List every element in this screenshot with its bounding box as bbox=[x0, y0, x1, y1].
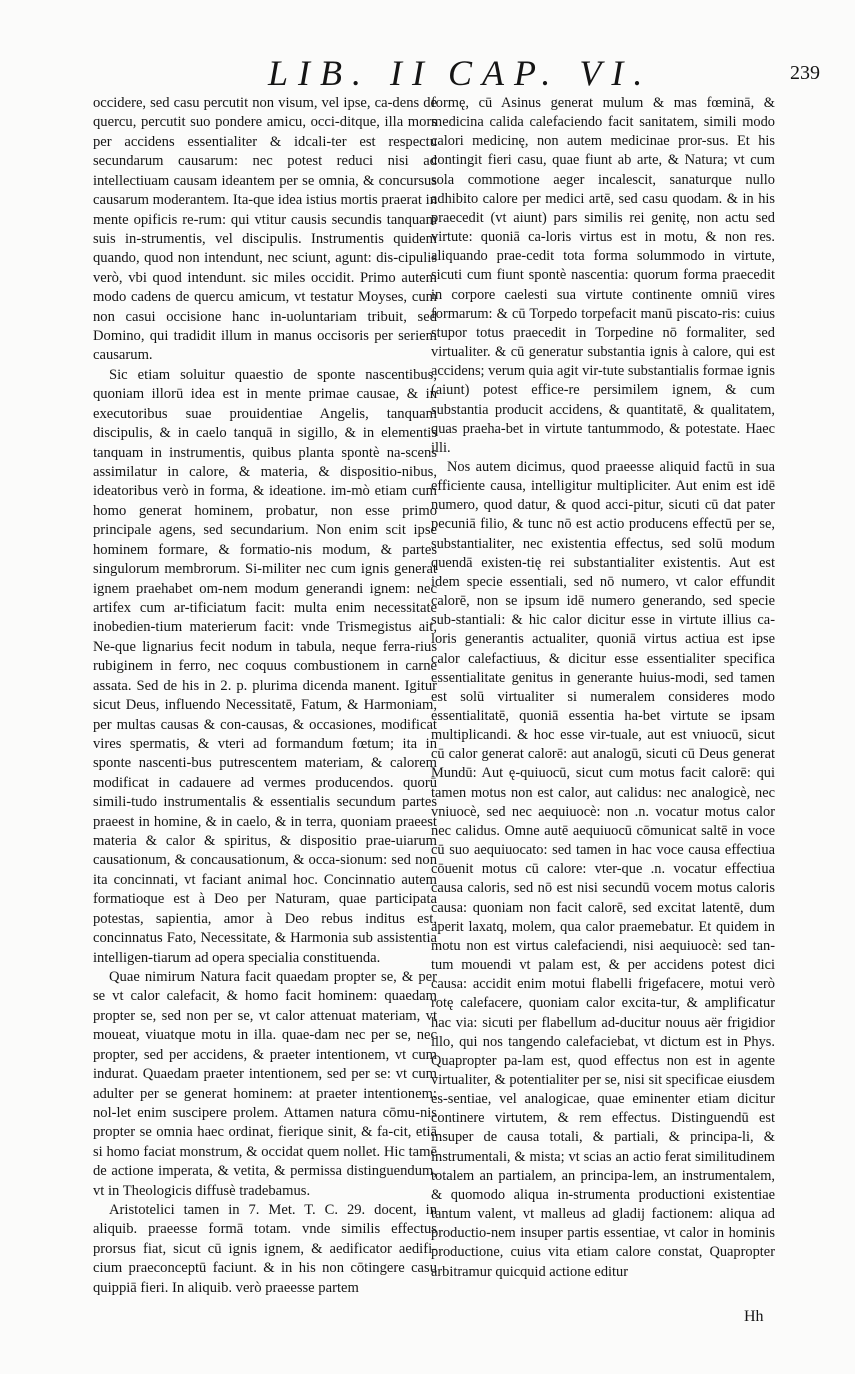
book-number: LIB. II bbox=[268, 53, 434, 93]
left-paragraph-4: Aristotelici tamen in 7. Met. T. C. 29. docent, in aliquib. praeesse formā totam. vnde similis effectus prorsus fiat, sicut cū ignis ignem, & aedificator aedifi-cium praeconceptū faciunt. & in his non cōtingere casu quippiā fieri. In aliquib. verò praeesse partem bbox=[93, 1202, 437, 1296]
right-column bbox=[431, 94, 775, 1282]
left-paragraph-2: Sic etiam soluitur quaestio de sponte nascentibus, quoniam illorū idea est in mente primae causae, & in executoribus suae prouidentiae Angelis, tanquam discipulis, & in caelo tanquā in sigillo, & in elementis tanquam in instrumentis, quibus planta spontè na-scens assimilatur in calore, & materia, & dispositio-nibus, ideatoribus verò in forma, & ideatione. im-mò etiam cum homo generat hominem, probatur, non esse primo principale agens, sed secundarium. Non enim scit ipse hominem formare, & formatio-nis modum, & partes singulorum membrorum. Si-militer nec cum ignis generat ignem praehabet om-nem modum generandi ignem: nec artifex cum ar-tificiatum facit: multa enim necessitate inobedien-tium materierum facit: vnde Trismegistus ait, Ne-que lignarius fecit nodum in tabula, neque ferra-rius rubiginem in ferro, nec coquus combustionem in carne assata. Sed de his in 2. p. plurima dicenda manent. Igitur sicut Deus, influendo Necessitatē, Fatum, & Harmoniam, per multas causas & con-causas, & occasiones, modificat vires spermatis, & vteri ad formandum fœtum; ita in sponte nascenti-bus putrescentem materiam, & calorem modificat in cadauere ad vermes producendos. quorū simili-tudo instrumentalis & essentialis secundum partes praeest in homine, & in caelo, & in terra, quoniam praeest materia & calor & spiritus, & dispositio prae-uiarum causationum, & concausationum, & occa-sionum: sed non ita concinnati, vt faciant animal hoc. Concinnatio autem formatioque est à Deo per Naturam, quae participata potestas, sapientia, amor à Deo rebus inditus est, concinnatus Fato, Necessitate, & Harmonia sub assistentia intelligen-tiarum ad opera specialia constituenda. bbox=[93, 366, 437, 966]
left-paragraph-1: occidere, sed casu percutit non visum, vel ipse, ca-dens de quercu, percutit suo pondere amicu, occi-ditque, illa mors per accidens essentialiter & idcali-ter est respectu secundarum causarum: nec potest reduci nisi ad intellectiuam causam ideantem per se omnia, & concursus causarum moderantem. Ita-que idea istius mortis praerat in mente opificis re-rum: qui vtitur causis secundis tanquam suis in-strumentis, vel discipulis. Instrumentis quidem quando, quod non intendunt, nec sciunt, agunt: dis-cipulis verò, vbi quod intendunt. sic miles occidit. Primo autem modo cadens de quercu amicum, vt testatur Moyses, cum non casui occisione hanc in-uoluntariam tribuit, sed Domino, qui tradidit illum in manus occisoris per seriem causarum. bbox=[93, 95, 437, 364]
page-number: 239 bbox=[790, 62, 820, 84]
right-paragraph-1: formę, cū Asinus generat mulum & mas fœminā, & medicina calida calefaciendo facit sanitatem, simili modo calori medicinę, non autem medicinae pror-sus. Et his contingit fieri casu, quae fiunt ab arte, & Natura; vt cum sola commotione aeger incalescit, sanaturque nullo adhibito calore per medici artē, sed casu quodam. & in his praecedit (vt aiunt) pars similis rei genitę, non actu sed virtute: quoniā ca-loris virtus est in motu, & non res. aliquando prae-cedit tota forma solummodo in virtute, sicuti cum fiunt spontè nascentia: quorum forma praecedit in corpore caelesti sua virtute continente omniū vires formarum: & cū Torpedo torpefacit manū piscato-ris: cuius stupor totus praecedit in Torpedine nō formaliter, sed virtualiter. & cū generatur substantia ignis à calore, qui est accidens; verum quia agit vir-tute substantialis formae ignis (aiunt) potest effice-re persimilem ignem, & cum substantia producit accidens, & quantitatē, & qualitatem, quas praeha-bet in virtute tantummodo, & potestate. Haec illi. bbox=[431, 95, 775, 456]
left-column bbox=[93, 94, 437, 1298]
left-paragraph-3: Quae nimirum Natura facit quaedam propter se, & per se vt calor calefacit, & homo facit hominem: quaedam propter se, sed non per se, vt calor attenuat materiam, vt moueat, viuatque motu in illa. quae-dam nec per se, nec propter, sed per accidens, & praeter intentionem, vt cum indurat. Quaedam praeter intentionem, sed per se: vt cum adulter per se generat hominem: at praeter intentionem: nol-let enim suscipere prolem. Attamen natura cōmu-nis propter se omnia haec ordinat, fierique sinit, & fa-cit, etiā si homo faciat monstrum, & occidat quem nollet. Hic tamē de actione imperata, & vetita, & permissa distinguendum, vt in Theologicis diffusè tradebamus. bbox=[93, 968, 437, 1199]
running-head bbox=[0, 52, 855, 96]
right-paragraph-2: Nos autem dicimus, quod praeesse aliquid factū in sua efficiente causa, intelligitur multipliciter. Aut enim est idē numero, quod datur, & quod acci-pitur, sicuti cū dat pater pecuniā filio, & tunc nō est actio producens effectū per se, substantialiter, nec existentia effectus, sed solū modum quendā existen-tię rei substantialiter existentis. Aut est idem specie essentiali, sed nō numero, vt calor effundit calorē, non se ipsum idē numero generando, sed specie sub-stantiali: & hic calor dicitur esse in virtute illius ca-loris generantis actualiter, quoniā virtus actiua est ipse calor calefactiuus, & dicitur esse essentialiter specifica essentialitate genitus in generante huius-modi, sed tamen est solū virtualiter si numeralem consideres modo essentialitatē, quoniā essentia ha-bet virtute se ipsam multiplicandi. & hoc esse vir-tuale, aut est vniuocū, sicut cū calor generat calorē: aut analogū, sicuti cū Deus generat Mundū: Aut ę-quiuocū, sicut cum motus facit calorē: qui tamen motus non est calor, aut calidus: nec analogicè, nec vniuocè, sed nec aequiuocè: non .n. vocatur motus calor nec calidus. Omne autē aequiuocū cōmunicat saltē in voce cū suo aequiuocato: sed tamen in hac voce causa effectiua cōuenit motus cū calore: vter-que .n. vocatur effectiua causa caloris, sed nō est nisi secundū vocem motus caloris causa: quoniam non facit calorē, sed excitat latentē, dum aperit laxatq, molem, qua calor praemebatur. Et quidem in motu non est virtus calefaciendi, nisi aequiuocè: sed tan-tum mouendi vt palam est, & per accidens potest dici causa: accidit enim motui flabelli frigefacere, motui verò rotę calefacere, quoniam calor excita-tur, & amplificatur hac via: sicuti per flabellum ad-ducitur nouus aër frigidior illo, qui nos tangendo calefaciebat, vt dictum est in Phys. Quapropter pa-lam est, quod effectus non est in agente virtualiter, & potentialiter per se, nisi sit specificae eiusdem es-sentiae, vel analogicae, quae eminenter etiam dicitur continere virtutem, & rem effectus. Distinguendū est insuper de causa totali, & partiali, & principa-li, & instrumentali, & mista; vt scias an actio ferat similitudinem totalem an partialem, an principa-lem, an instrumentalem, & quomodo aliqua in-strumenta productioni existentiae tantum valent, vt malleus ad gladij factionem: aliqua ad productio-nem insuper partis essentiae, vt calor in hominis productione, cuius vita etiam calore constat, Quapropter arbitramur quicquid actione editur bbox=[431, 458, 775, 1280]
chapter-number: CAP. VI. bbox=[448, 53, 653, 93]
catchword: Hh bbox=[744, 1308, 764, 1325]
